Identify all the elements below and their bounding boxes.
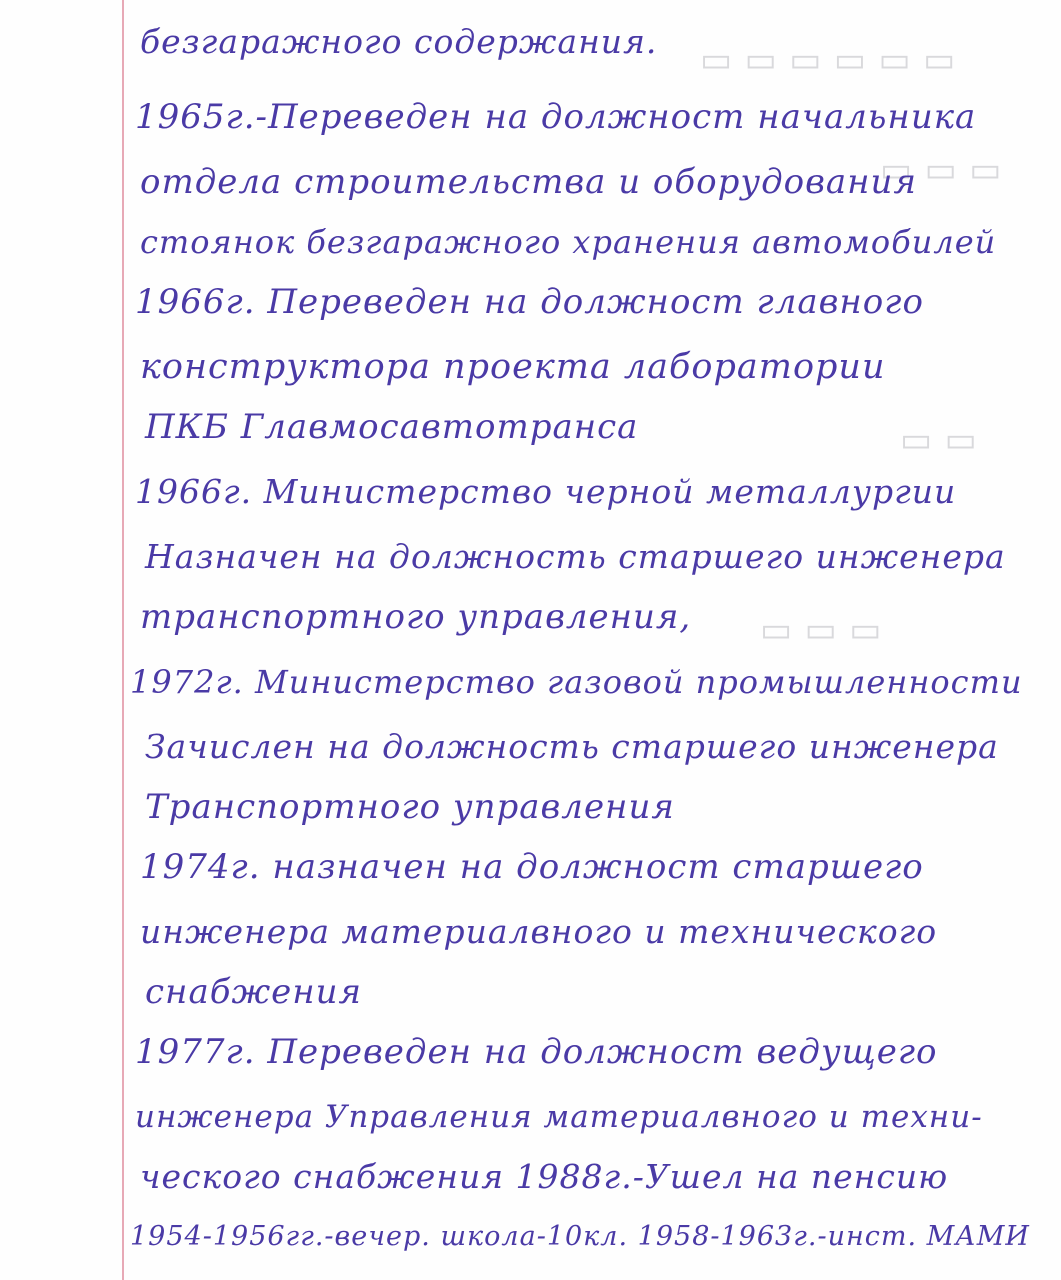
- show-through-text: ▭ ▭ ▭: [880, 152, 1004, 189]
- show-through-text: ▭ ▭: [900, 422, 979, 459]
- margin-line: [122, 0, 124, 1280]
- text-line: Зачислен на должность старшего инженера: [145, 727, 999, 766]
- text-line: 1966г. Переведен на должност главного: [135, 282, 924, 322]
- text-line: конструктора проекта лаборатории: [140, 347, 886, 387]
- text-line: Транспортного управления: [145, 787, 675, 827]
- show-through-text: ▭ ▭ ▭ ▭ ▭ ▭: [700, 42, 958, 79]
- text-line: снабжения: [145, 972, 363, 1012]
- text-line: стоянок безгаражного хранения автомобилей: [140, 223, 997, 261]
- text-line: инженера материалвного и технического: [140, 912, 938, 951]
- text-line: Назначен на должность старшего инженера: [145, 537, 1006, 576]
- show-through-text: ▭ ▭ ▭: [760, 612, 884, 649]
- text-line: инженера Управления материалвного и техни-: [135, 1099, 983, 1135]
- text-line: 1954-1956гг.-вечер. школа-10кл. 1958-1963г.-инст. МАМИ: [130, 1221, 1030, 1252]
- text-line: ческого снабжения 1988г.-Ушел на пенсию: [140, 1157, 949, 1196]
- text-line: ПКБ Главмосавтотранса: [145, 407, 639, 447]
- text-line: безгаражного содержания.: [140, 22, 658, 61]
- text-line: 1972г. Министерство газовой промышленности: [130, 663, 1023, 701]
- text-line: 1965г.-Переведен на должност начальника: [135, 97, 977, 137]
- text-line: 1966г. Министерство черной металлургии: [135, 472, 957, 511]
- text-line: транспортного управления,: [140, 597, 692, 637]
- text-line: 1974г. назначен на должност старшего: [140, 847, 924, 887]
- text-line: отдела строительства и оборудования: [140, 162, 917, 202]
- text-line: 1977г. Переведен на должност ведущего: [135, 1032, 938, 1072]
